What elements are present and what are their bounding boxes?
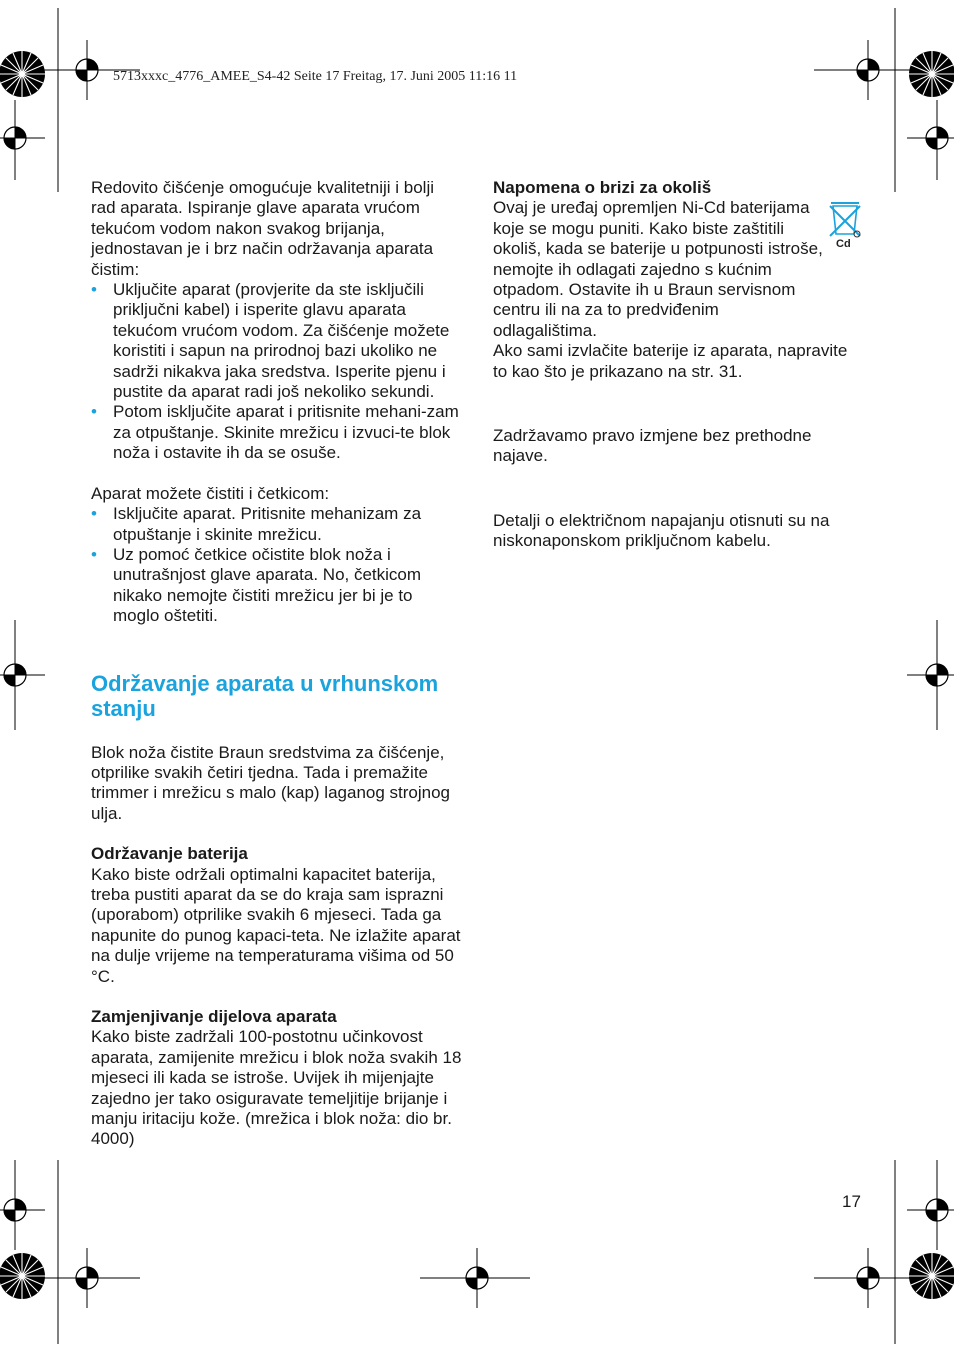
print-header: 5713xxxc_4776_AMEE_S4-42 Seite 17 Freitag, 17. Juni 2005 11:16 11 <box>113 69 518 84</box>
cd-label: Cd <box>836 238 851 250</box>
env-text: Ovaj je uređaj opremljen Ni-Cd baterijama koje se mogu puniti. Kako biste zaštitili okoliš, kada se baterije u potpunosti istroše, nemojte ih odlagati zajedno s kućnim otpadom. Ostavite ih u Braun servisnom centru ili na za to predviđenim odlagalištima. <box>493 198 823 340</box>
rights-text: Zadržavamo pravo izmjene bez prethodne najave. <box>493 426 812 466</box>
brush-intro: Aparat možete čistiti i četkicom: <box>91 483 330 503</box>
list-item: • Isključite aparat. Pritisnite mehanizam za otpuštanje i skinite mrežicu. <box>91 504 463 545</box>
power-text: Detalji o električnom napajanju otisnuti su na niskonaponskom priključnom kabelu. <box>493 510 830 551</box>
env-text-extraction: Ako sami izvlačite baterije iz aparata, napravite to kao što je prikazano na str. 31. <box>493 341 848 381</box>
page-number: 17 <box>842 1192 861 1211</box>
cleaning-steps <box>91 280 463 464</box>
parts-text: Kako biste zadržali 100-postotnu učinkovost aparata, zamijenite mrežicu i blok noža svakih 18 mjeseci ili kada se istroše. Uvijek ih mijenjajte zajedno jer tako osiguravate temeljitije brijanje i manju iritaciju kože. (mrežica i blok noža: dio br. 4000) <box>91 1027 462 1149</box>
list-item: • Uz pomoć četkice očistite blok noža i unutrašnjost glave aparata. No, četkicom nikako nemojte čistiti mrežicu jer bi je to moglo oštetiti. <box>91 545 463 627</box>
list-item: • Potom isključite aparat i pritisnite mehani-zam za otpuštanje. Skinite mrežicu i izvuci-te blok noža i ostavite ih da se osuše. <box>91 402 463 463</box>
right-column <box>493 178 863 552</box>
section-heading: Održavanje aparata u vrhunskom stanju <box>91 670 439 721</box>
crossed-bin-icon <box>828 200 862 256</box>
cleaning-intro: Redovito čišćenje omogućuje kvalitetniji i bolji rad aparata. Ispiranje glave aparata vrućom tekućom vodom nakon svakog brijanja, jednostavan je i brz način održavanja aparata čistim: <box>91 178 435 279</box>
brush-steps <box>91 504 463 626</box>
maintenance-text: Blok noža čistite Braun sredstvima za čišćenje, otprilike svakih četiri tjedna. Tada i premažite trimmer i mrežicu s malo (kap) laganog strojnog ulja. <box>91 742 451 823</box>
battery-text: Kako biste održali optimalni kapacitet baterija, treba pustiti aparat da se do kraja sam isprazni (uporabom) otprilike svakih 6 mjeseci. Tada ga napunite do punog kapaci-teta. Ne izlažite aparat na dulje vrijeme na temperaturama višima od 50 °C. <box>91 864 461 986</box>
env-title: Napomena o brizi za okoliš <box>493 178 712 197</box>
list-item: • Uključite aparat (provjerite da ste isključili priključni kabel) i isperite glavu aparata tekućom vrućom vodom. Za čišćenje možete koristiti i sapun na prirodnoj bazi ukoliko ne sadrži nikakva jaka sredstva. Isperite pjenu i pustite da aparat radi još nekoliko sekundi. <box>91 280 463 402</box>
parts-title: Zamjenjivanje dijelova aparata <box>91 1007 337 1026</box>
battery-title: Održavanje baterija <box>91 844 248 864</box>
left-column <box>91 178 463 1150</box>
